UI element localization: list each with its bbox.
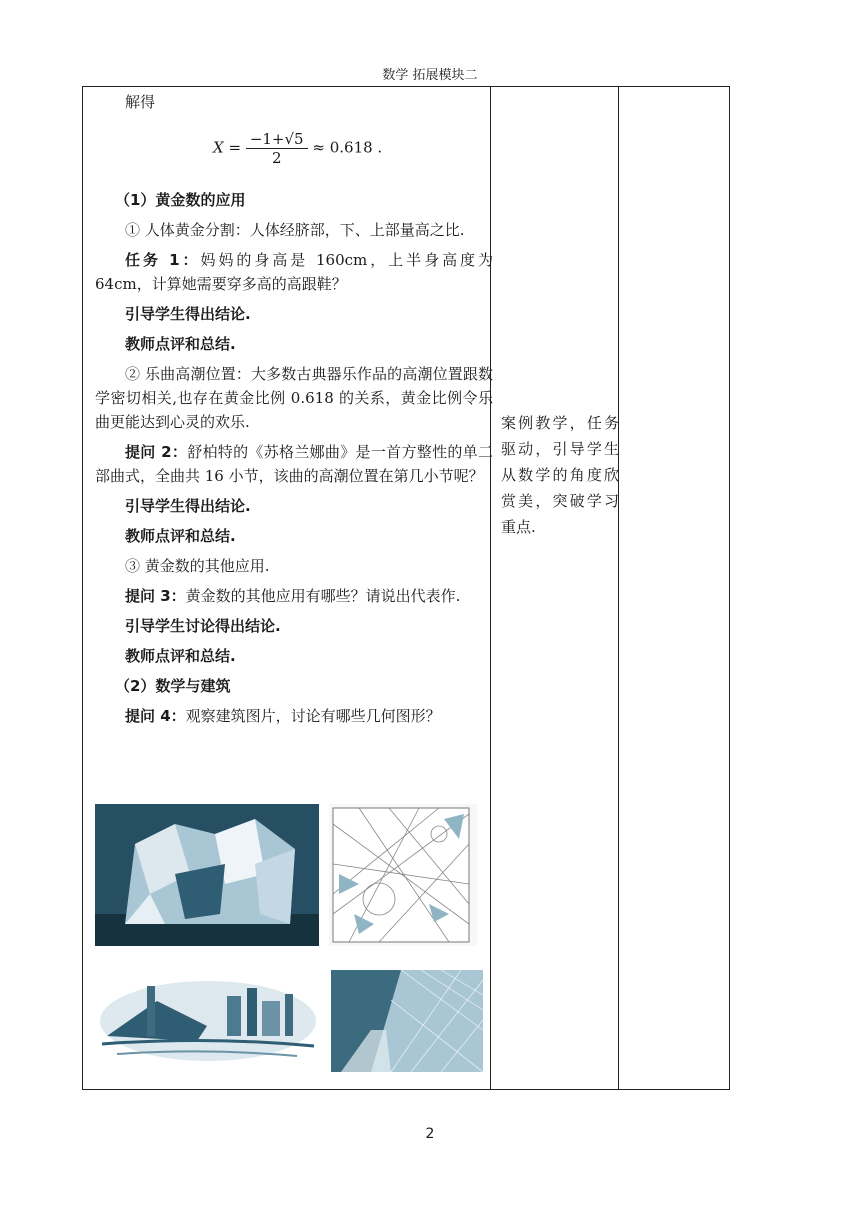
- paragraph-guide-2: 引导学生得出结论.: [125, 497, 251, 515]
- question-3-text: 黄金数的其他应用有哪些？请说出代表作.: [185, 587, 461, 605]
- paragraph-question-2: [95, 440, 493, 488]
- question-2-text: 舒柏特的《苏格兰娜曲》是一首方整性的单二部曲式，全曲共 16 小节，该曲的高潮位置在第几小节呢？: [95, 443, 493, 485]
- paragraph-task-1: [95, 248, 493, 296]
- golden-ratio-formula: X = $\frac{-1+√5}{2}$ ≈ 0.618 .: [213, 130, 383, 167]
- task-1-text: 妈妈的身高是 160cm，上半身高度为 64cm，计算她需要穿多高的高跟鞋？: [95, 251, 493, 293]
- main-content-cell: [95, 86, 493, 734]
- paragraph-guide-1: 引导学生得出结论.: [125, 305, 251, 323]
- architecture-photo-pavilion: [95, 804, 319, 946]
- paragraph-question-4: [95, 704, 493, 728]
- paragraph-review-1: 教师点评和总结.: [125, 335, 236, 353]
- column-divider-2: [618, 86, 619, 1089]
- paragraph-other-uses: ③ 黄金数的其他应用.: [125, 557, 270, 575]
- paragraph-music: ② 乐曲高潮位置：大多数古典器乐作品的高潮位置跟数学密切相关,也存在黄金比例 0.618 的关系，黄金比例令乐曲更能达到心灵的欢乐.: [95, 365, 493, 431]
- paragraph-jiede: 解得: [125, 93, 156, 111]
- paragraph-review-2: 教师点评和总结.: [125, 527, 236, 545]
- question-4-label: 提问 4：: [125, 707, 186, 725]
- question-2-label: 提问 2：: [125, 443, 188, 461]
- question-4-text: 观察建筑图片，讨论有哪些几何图形？: [185, 707, 441, 725]
- paragraph-review-3: 教师点评和总结.: [125, 647, 236, 665]
- paragraph-question-3: [95, 584, 493, 608]
- architecture-sketch-skyline: [97, 966, 319, 1066]
- paragraph-body-ratio: ① 人体黄金分割：人体经脐部，下、上部量高之比.: [125, 221, 465, 239]
- page-number: 2: [425, 1126, 435, 1142]
- lesson-table: [82, 86, 730, 1090]
- teaching-method-note: 案例教学，任务驱动，引导学生从数学的角度欣赏美，突破学习重点.: [501, 414, 619, 536]
- architecture-photo-interior: [331, 970, 483, 1072]
- paragraph-guide-3: 引导学生讨论得出结论.: [125, 617, 281, 635]
- formula-result: ≈ 0.618 .: [312, 138, 383, 157]
- heading-golden-ratio: （1）黄金数的应用: [115, 191, 246, 209]
- architecture-floorplan: [329, 804, 477, 946]
- heading-architecture: （2）数学与建筑: [115, 677, 231, 695]
- question-3-label: 提问 3：: [125, 587, 186, 605]
- task-1-label: 任务 1：: [125, 251, 201, 269]
- formula-lhs: X: [213, 138, 224, 157]
- formula-numerator: −1+√5: [246, 130, 308, 149]
- formula-denominator: 2: [271, 149, 282, 167]
- page-header: 数学 拓展模块二: [382, 68, 478, 83]
